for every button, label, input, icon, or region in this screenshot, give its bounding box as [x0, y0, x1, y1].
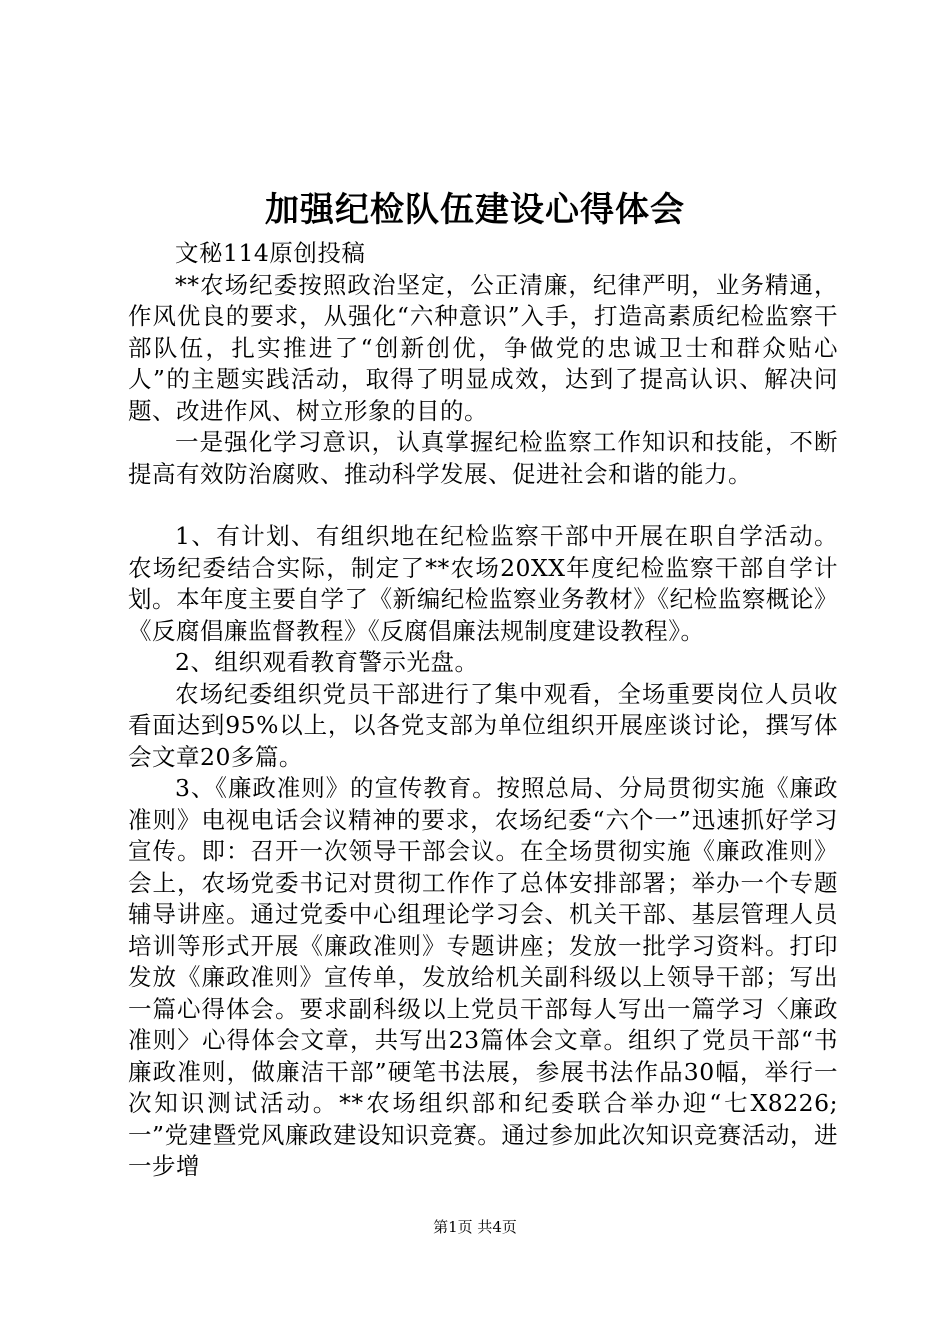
- document-body: [128, 238, 838, 1183]
- paragraph-spacer: [128, 490, 838, 521]
- paragraph-point-one: 一是强化学习意识，认真掌握纪检监察工作知识和技能，不断提高有效防治腐败、推动科学发展、促进社会和谐的能力。: [128, 428, 838, 488]
- paragraph-item-1: 1、有计划、有组织地在纪检监察干部中开展在职自学活动。农场纪委结合实际，制定了**农场20XX年度纪检监察干部自学计划。本年度主要自学了《新编纪检监察业务教材》《纪检监察概论》《反腐倡廉监督教程》《反腐倡廉法规制度建设教程》。: [128, 522, 838, 645]
- paragraph-item-2-detail: 农场纪委组织党员干部进行了集中观看，全场重要岗位人员收看面达到95%以上，以各党支部为单位组织开展座谈讨论，撰写体会文章20多篇。: [128, 679, 838, 771]
- byline: 文秘114原创投稿: [175, 239, 366, 267]
- paragraph-item-3: 3、《廉政准则》的宣传教育。按照总局、分局贯彻实施《廉政准则》电视电话会议精神的要求，农场纪委“六个一”迅速抓好学习宣传。即：召开一次领导干部会议。在全场贯彻实施《廉政准则》会上，农场党委书记对贯彻工作作了总体安排部署；举办一个专题辅导讲座。通过党委中心组理论学习会、机关干部、基层管理人员培训等形式开展《廉政准则》专题讲座；发放一批学习资料。打印发放《廉政准则》宣传单，发放给机关副科级以上领导干部；写出一篇心得体会。要求副科级以上党员干部每人写出一篇学习〈廉政准则〉心得体会文章，共写出23篇体会文章。组织了党员干部“书廉政准则，做廉洁干部”硬笔书法展，参展书法作品30幅，举行一次知识测试活动。**农场组织部和纪委联合举办迎“七X8226;一”党建暨党风廉政建设知识竞赛。通过参加此次知识竞赛活动，进一步增: [128, 774, 838, 1180]
- paragraph-intro: **农场纪委按照政治坚定，公正清廉，纪律严明，业务精通，作风优良的要求，从强化“六种意识”入手，打造高素质纪检监察干部队伍，扎实推进了“创新创优，争做党的忠诚卫士和群众贴心人”的主题实践活动，取得了明显成效，达到了提高认识、解决问题、改进作风、树立形象的目的。: [128, 270, 838, 425]
- document-title: 加强纪检队伍建设心得体会: [265, 190, 685, 230]
- page-footer: 第1页 共4页: [433, 1218, 517, 1236]
- paragraph-item-2: 2、组织观看教育警示光盘。: [175, 648, 479, 676]
